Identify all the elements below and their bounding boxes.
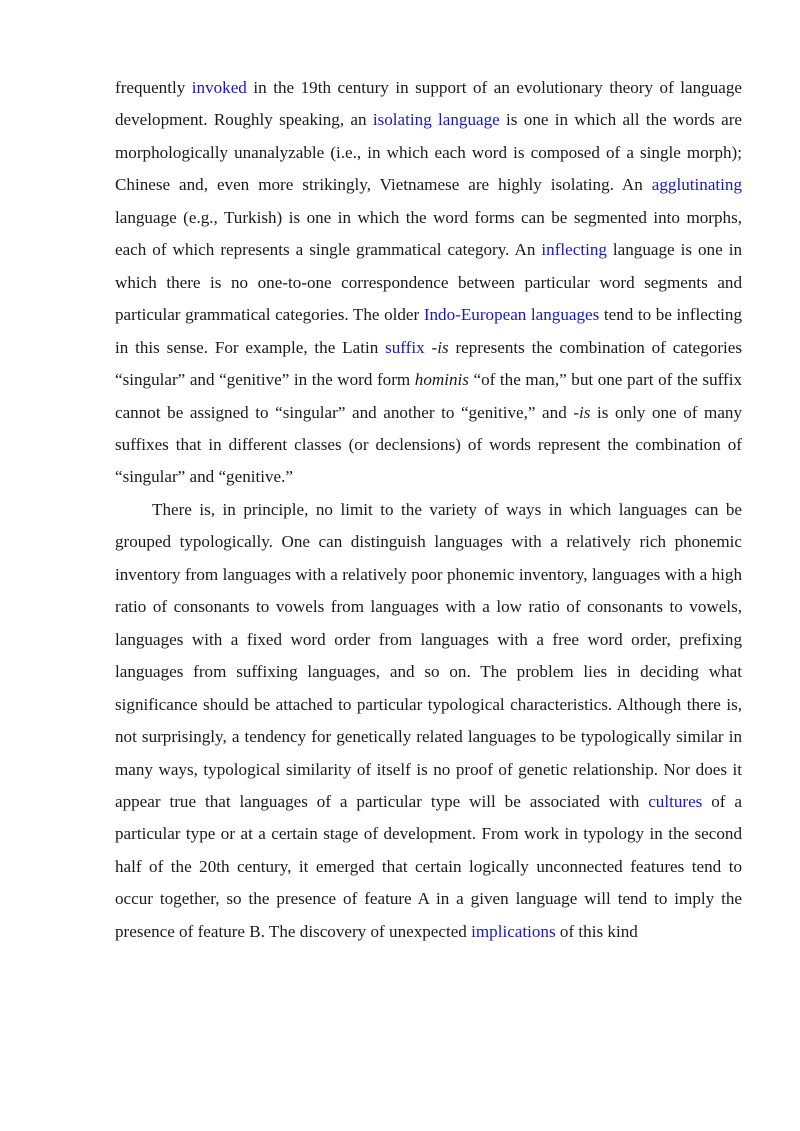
text-run: frequently <box>115 78 192 97</box>
text-run: There is, in principle, no limit to the variety of ways in which languages can be grouped typologically. One can distinguish languages with a relatively rich phonemic inventory from languages with a relatively poor phonemic inventory, languages with a high ratio of consonants to vowels from languages with a low ratio of consonants to vowels, languages with a fixed word order from languages with a free word order, prefixing languages from suffixing languages, and so on. The problem lies in deciding what significance should be attached to particular typological characteristics. Although there is, not surprisingly, a tendency for genetically related languages to be typologically similar in many ways, typological similarity of itself is no proof of genetic relationship. Nor does it appear true that languages of a particular type will be associated with <box>115 499 742 811</box>
text-run: of a particular type or at a certain stage of development. From work in typology in the second half of the 20th century, it emerged that certain logically unconnected features tend to occur together, so the presence of feature A in a given language will tend to imply the presence of feature B. The discovery of unexpected <box>115 791 743 941</box>
italic-term: -is <box>573 402 591 422</box>
text-run: of this kind <box>555 921 638 941</box>
text-run: tend to be inflecting in this sense. For example, the Latin <box>115 305 742 357</box>
link-indo-european-languages[interactable]: Indo-European languages <box>423 305 600 325</box>
link-suffix[interactable]: suffix <box>385 337 425 357</box>
text-run <box>425 338 432 357</box>
link-implications[interactable]: implications <box>471 921 556 941</box>
italic-term: -is <box>431 337 449 357</box>
text-run: is one in which all the words are morphologically unanalyzable (i.e., in which each word is composed of a single morph); Chinese and, even more strikingly, Vietnamese are highly isolating. An <box>115 110 742 195</box>
link-invoked[interactable]: invoked <box>191 78 247 97</box>
paragraph-2 <box>115 494 742 948</box>
link-inflecting[interactable]: inflecting <box>541 240 607 260</box>
text-run: in the 19th century in support of an evolutionary theory of language development. Roughly speaking, an <box>115 78 742 130</box>
text-run: is only one of many suffixes that in different classes (or declensions) of words represent the combination of “singular” and “genitive.” <box>115 402 743 487</box>
text-run: represents the combination of categories “singular” and “genitive” in the word form <box>115 337 742 390</box>
italic-term: hominis <box>414 370 469 390</box>
link-isolating-language[interactable]: isolating language <box>372 110 500 130</box>
text-run: language is one in which there is no one-to-one correspondence between particular word segments and particular grammatical categories. The older <box>115 240 742 325</box>
text-run: language (e.g., Turkish) is one in which the word forms can be segmented into morphs, each of which represents a single grammatical category. An <box>115 207 742 260</box>
document-page <box>115 72 742 948</box>
link-cultures[interactable]: cultures <box>648 791 703 811</box>
text-run: “of the man,” but one part of the suffix cannot be assigned to “singular” and another to “genitive,” and <box>115 370 742 422</box>
link-agglutinating[interactable]: agglutinating <box>651 175 742 195</box>
paragraph-1 <box>115 72 742 494</box>
